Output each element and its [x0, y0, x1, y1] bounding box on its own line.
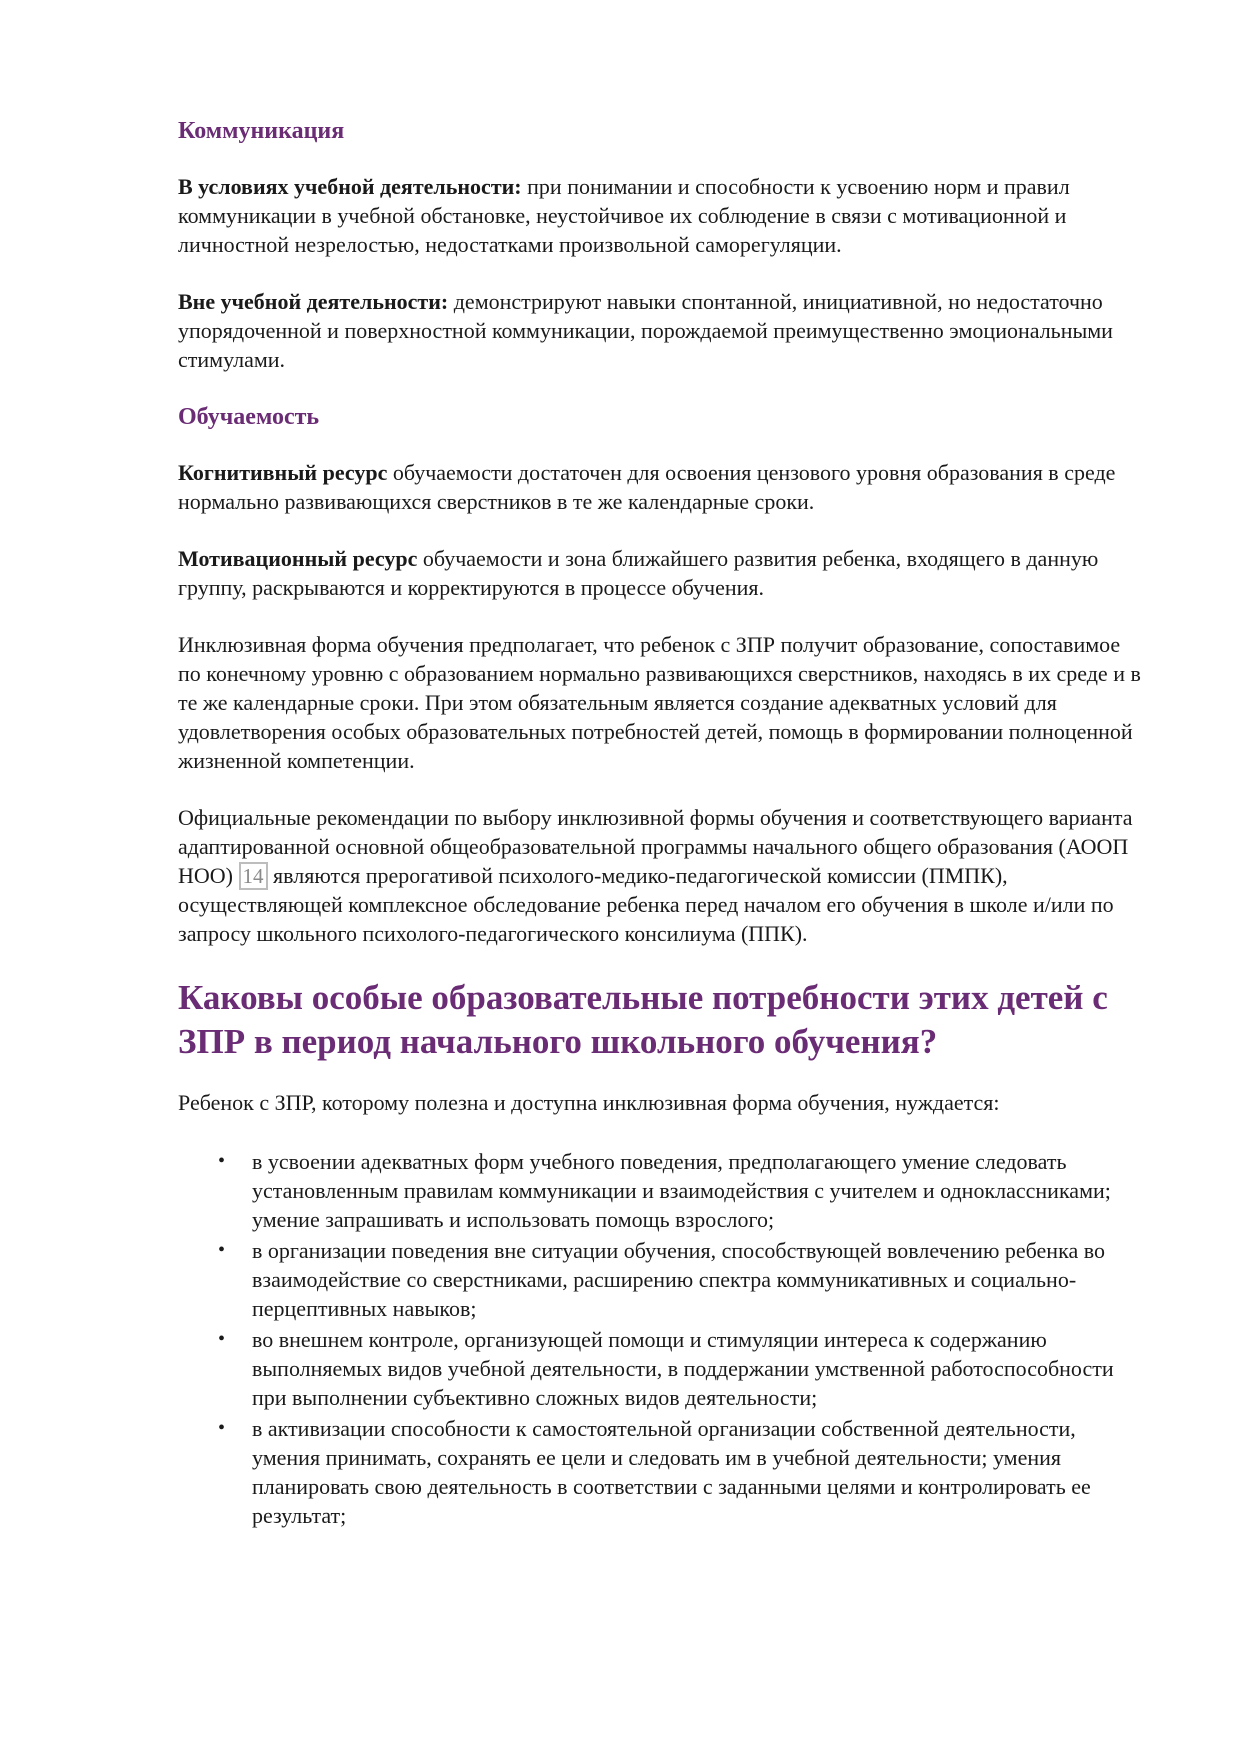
- list-item: [178, 1147, 1144, 1234]
- paragraph-needs-intro: Ребенок с ЗПР, которому полезна и доступна инклюзивная форма обучения, нуждается:: [178, 1090, 1000, 1115]
- paragraph-cognitive-resource: [178, 458, 1144, 516]
- paragraph-outside-learning: [178, 287, 1144, 374]
- bullet-icon: •: [218, 1328, 226, 1350]
- list-item-text: в активизации способности к самостоятельной организации собственной деятельности, умения принимать, сохранять ее цели и следовать им в учебной деятельности; умения планировать свою деятельность в соответствии с заданными целями и контролировать ее результат;: [252, 1416, 1091, 1528]
- bullet-icon: •: [218, 1417, 226, 1439]
- paragraph-lead-bold: Вне учебной деятельности:: [178, 289, 449, 314]
- paragraph-text: обучаемости достаточен для освоения цензового уровня образования в среде нормально развивающихся сверстников в те же календарные сроки.: [178, 460, 1116, 514]
- section-heading-learnability: Обучаемость: [178, 404, 320, 430]
- bullet-icon: •: [218, 1239, 226, 1261]
- paragraph-text: Официальные рекомендации по выбору инклюзивной формы обучения и соответствующего варианта адаптированной основной общеобразовательной программы начального общего образования (АООП НОО): [178, 805, 1133, 888]
- paragraph-lead-bold: Мотивационный ресурс: [178, 546, 418, 571]
- list-item-text: в организации поведения вне ситуации обучения, способствующей вовлечению ребенка во взаимодействие со сверстниками, расширению спектра коммуникативных и социально-перцептивных навыков;: [252, 1238, 1105, 1321]
- paragraph-inclusive-form: Инклюзивная форма обучения предполагает, что ребенок с ЗПР получит образование, сопоставимое по конечному уровню с образованием нормально развивающихся сверстников, находясь в их среде и в те же календарные сроки. При этом обязательным является создание адекватных условий для удовлетворения особых образовательных потребностей детей, помощь в формировании полноценной жизненной компетенции.: [178, 632, 1141, 773]
- list-item-text: в усвоении адекватных форм учебного поведения, предполагающего умение следовать установленным правилам коммуникации и взаимодействия с учителем и одноклассниками; умение запрашивать и использовать помощь взрослого;: [252, 1149, 1111, 1232]
- needs-list: [178, 1147, 1144, 1530]
- paragraph-lead-bold: Когнитивный ресурс: [178, 460, 388, 485]
- list-item-text: во внешнем контроле, организующей помощи и стимуляции интереса к содержанию выполняемых видов учебной деятельности, в поддержании умственной работоспособности при выполнении субъективно сложных видов деятельности;: [252, 1327, 1114, 1410]
- section-heading-needs: Каковы особые образовательные потребности этих детей с ЗПР в период начального школьного обучения?: [178, 978, 1108, 1061]
- paragraph-text: являются прерогативой психолого-медико-педагогической комиссии (ПМПК), осуществляющей комплексное обследование ребенка перед началом его обучения в школе и/или по запросу школьного психолого-педагогического консилиума (ППК).: [178, 863, 1114, 946]
- footnote-reference-link[interactable]: 14: [239, 862, 268, 890]
- list-item: [178, 1325, 1144, 1412]
- paragraph-learning-activity: [178, 172, 1144, 259]
- paragraph-motivational-resource: [178, 544, 1144, 602]
- paragraph-text: обучаемости и зона ближайшего развития ребенка, входящего в данную группу, раскрываются и корректируются в процессе обучения.: [178, 546, 1099, 600]
- paragraph-text: при понимании и способности к усвоению норм и правил коммуникации в учебной обстановке, неустойчивое их соблюдение в связи с мотивационной и личностной незрелостью, недостатками произвольной саморегуляции.: [178, 174, 1070, 257]
- list-item: [178, 1236, 1144, 1323]
- paragraph-lead-bold: В условиях учебной деятельности:: [178, 174, 522, 199]
- section-heading-communication: Коммуникация: [178, 118, 345, 144]
- paragraph-text: демонстрируют навыки спонтанной, инициативной, но недостаточно упорядоченной и поверхностной коммуникации, порождаемой преимущественно эмоциональными стимулами.: [178, 289, 1113, 372]
- list-item: [178, 1414, 1144, 1530]
- paragraph-official-recommendations: [178, 803, 1144, 948]
- bullet-icon: •: [218, 1150, 226, 1172]
